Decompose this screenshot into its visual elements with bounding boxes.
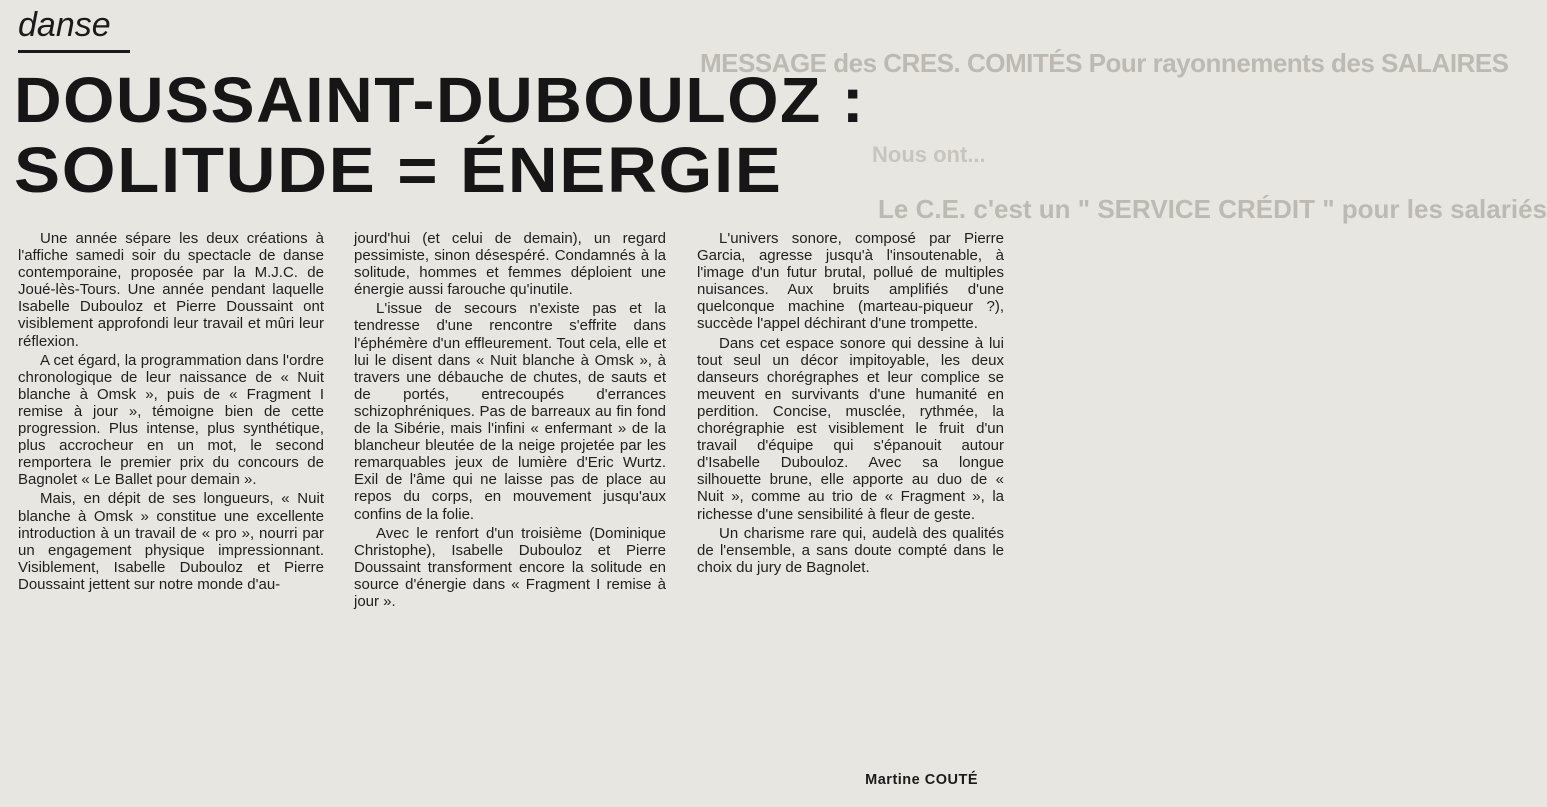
article-column-3 — [697, 230, 1004, 578]
paragraph: Mais, en dépit de ses longueurs, « Nuit blanche à Omsk » constitue une excellente introduction à un travail de « pro », nourri par un engagement physique impressionnant. Visiblement, Isabelle Dubouloz et Pierre Doussaint jettent sur notre monde d'au- — [18, 490, 324, 593]
paragraph: A cet égard, la programmation dans l'ordre chronologique de leur naissance de « Nuit blanche à Omsk », puis de « Fragment I remise à jour », témoigne bien de cette progression. Plus intense, plus synthétique, plus accrocheur en un mot, le second remportera le premier prix du concours de Bagnolet « Le Ballet pour demain ». — [18, 351, 324, 489]
author-byline: Martine COUTÉ — [865, 772, 978, 788]
bleed-through-text: Le C.E. c'est un " SERVICE CRÉDIT " pour les salariés — [878, 194, 1547, 224]
headline-line-1: DOUSSAINT-DUBOULOZ : — [14, 64, 866, 136]
paragraph: Avec le renfort d'un troisième (Dominique Christophe), Isabelle Dubouloz et Pierre Doussaint transforment encore la solitude en source d'énergie dans « Fragment I remise à jour ». — [354, 524, 666, 610]
paragraph: Dans cet espace sonore qui dessine à lui tout seul un décor impitoyable, les deux danseurs chorégraphes et leur complice se meuvent en survivants d'une humanité en perdition. Concise, musclée, rythmée, la chorégraphie est visiblement le fruit d'un travail d'équipe qui s'épanouit autour d'Isabelle Dubouloz. Avec sa longue silhouette brune, elle apporte au duo de « Nuit », comme au trio de « Fragment », la richesse d'une sensibilité à fleur de geste. — [697, 334, 1004, 523]
paragraph: Une année sépare les deux créations à l'affiche samedi soir du spectacle de danse contemporaine, proposée par la M.J.C. de Joué-lès-Tours. Une année pendant laquelle Isabelle Dubouloz et Pierre Doussaint ont visiblement approfondi leur travail et mûri leur réflexion. — [18, 230, 324, 350]
article-column-1 — [18, 230, 324, 595]
headline-line-2: SOLITUDE = ÉNERGIE — [14, 134, 783, 206]
paragraph: jourd'hui (et celui de demain), un regard pessimiste, sinon désespéré. Condamnés à la solitude, hommes et femmes déploient une énergie aussi farouche qu'inutile. — [354, 230, 666, 299]
paragraph: L'issue de secours n'existe pas et la tendresse d'une rencontre s'effrite dans l'éphémère d'un effleurement. Tout cela, elle et lui le disent dans « Nuit blanche à Omsk », à travers une débauche de chutes, de sauts et de portés, entrecoupés d'errances schizophréniques. Pas de barreaux au fin fond de la Sibérie, mais l'infini « enfermant » de la blancheur bleutée de la neige projetée par les remarquables jeux de lumière d'Eric Wurtz. Exil de l'âme qui ne laisse pas de place au repos du corps, en mouvement jusqu'aux confins de la folie. — [354, 300, 666, 523]
paragraph: Un charisme rare qui, audelà des qualités de l'ensemble, a sans doute compté dans le choix du jury de Bagnolet. — [697, 524, 1004, 576]
article-column-2 — [354, 230, 666, 612]
paragraph: L'univers sonore, composé par Pierre Garcia, agresse jusqu'à l'insoutenable, à l'image d'un futur brutal, pollué de multiples nuisances. Aux bruits amplifiés d'une quelconque machine (marteau-piqueur ?), succède l'appel déchirant d'une trompette. — [697, 230, 1004, 333]
section-underline — [18, 50, 130, 53]
bleed-through-text: MESSAGE des CRES. COMITÉS Pour rayonnements des SALAIRES — [700, 48, 1509, 78]
bleed-through-text: Nous ont... — [872, 142, 986, 167]
section-label: danse — [18, 6, 111, 44]
